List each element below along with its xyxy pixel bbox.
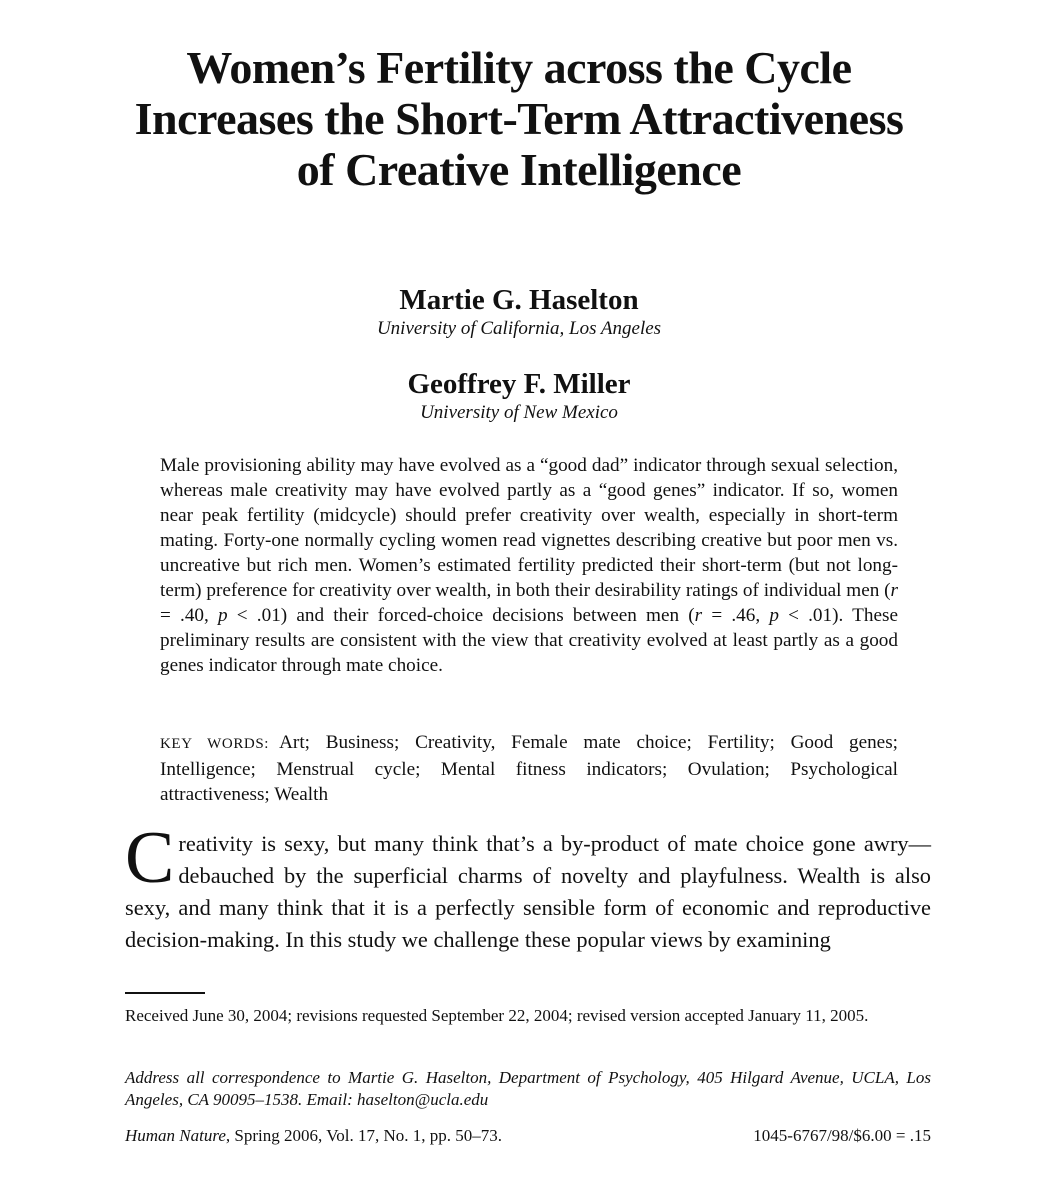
drop-cap: C [125, 817, 175, 899]
abstract-text: Male provisioning ability may have evolved as a “good dad” indicator through sexual selection, whereas male creativity may have evolved partly as a “good genes” indicator. If so, women near peak fertility (midcycle) should prefer creativity over wealth, especially in short-term mating. Forty-one normally cycling women read vignettes describing creative but poor men vs. uncreative but rich men. Women’s estimated fertility predicted their short-term (but not long-term) preference for creativity over wealth, in both their desirability ratings of individual men ( [160, 455, 898, 601]
footnote-address: Address all correspondence to Martie G. Haselton, Department of Psychology, 405 Hilgard Avenue, UCLA, Los Angeles, CA 90095–1538. Email: haselton@ucla.edu [125, 1068, 931, 1109]
keywords-list: Art; Business; Creativity, Female mate choice; Fertility; Good genes; Intelligence; Menstrual cycle; Mental fitness indicators; Ovulation; Psychological attractiveness; Wealth [160, 732, 899, 805]
body-text [125, 817, 931, 956]
abstract-text: < .01). These preliminary results are consistent with the view that creativity evolved at least partly as a good genes indicator through mate choice. [160, 605, 898, 676]
author-name: Martie G. Haselton [399, 284, 639, 316]
keywords-label: KEY WORDS: [160, 736, 270, 752]
body-paragraph: reativity is sexy, but many think that’s a by-product of mate choice gone awry—debauched by the superficial charms of novelty and playfulness. Wealth is also sexy, and many think that it is a perfectly sensible form of economic and reproductive decision-making. In this study we challenge these popular views by examining [125, 831, 931, 952]
author-name: Geoffrey F. Miller [407, 368, 631, 400]
issn-code: 1045-6767/98/$6.00 = .15 [753, 1126, 931, 1145]
keywords [160, 730, 898, 807]
journal-name: Human Nature [125, 1126, 226, 1145]
footnote-received: Received June 30, 2004; revisions requested September 22, 2004; revised version accepted January 11, 2005. [125, 1006, 869, 1025]
abstract [160, 453, 898, 678]
author-affiliation: University of New Mexico [420, 402, 618, 423]
stat-variable: r [694, 605, 703, 626]
author-affiliation: University of California, Los Angeles [376, 318, 662, 339]
stat-value: = .46, [702, 605, 770, 626]
stat-variable: r [890, 580, 898, 601]
footnote-rule [125, 992, 205, 994]
stat-value: = .40, [160, 605, 218, 626]
stat-variable: p [218, 605, 228, 626]
paper-title: Women’s Fertility across the Cycle Increases the Short-Term Attractiveness of Creative Intelligence [134, 42, 904, 195]
stat-variable: p [769, 605, 779, 626]
journal-citation [125, 1125, 931, 1147]
abstract-text: < .01) and their forced-choice decisions between men ( [227, 605, 695, 626]
journal-details: , Spring 2006, Vol. 17, No. 1, pp. 50–73. [225, 1126, 503, 1145]
